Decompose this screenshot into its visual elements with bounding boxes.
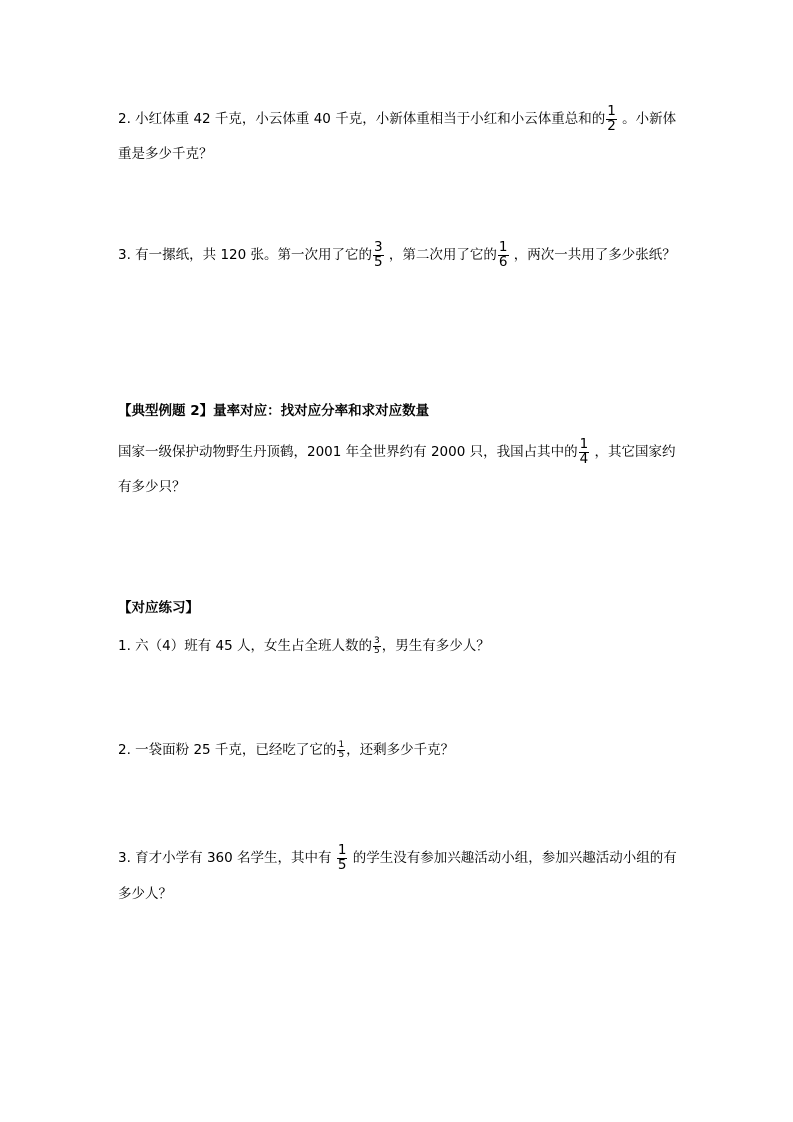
practice-2-fraction (337, 741, 345, 760)
example2-line2: 有多少只？ (118, 479, 186, 495)
fraction-denominator: 5 (374, 645, 380, 656)
practice-1-text-a: 1. 六（4）班有 45 人，女生占全班人数的 (118, 638, 373, 654)
example2-text-b: ，其它国家约 (590, 444, 676, 460)
q3-fraction-1 (373, 241, 384, 269)
q2-text-a: 2. 小红体重 42 千克，小云体重 40 千克，小新体重相当于小红和小云体重总和的 (118, 111, 606, 127)
example2-text-a: 国家一级保护动物野生丹顶鹤，2001 年全世界约有 2000 只，我国占其中的 (118, 444, 578, 460)
practice-3-line2: 多少人？ (118, 886, 172, 902)
fraction-denominator: 6 (498, 253, 508, 270)
practice-2-text-a: 2. 一袋面粉 25 千克，已经吃了它的 (118, 742, 337, 758)
fraction-denominator: 4 (579, 450, 589, 467)
practice-3-text-b: 的学生没有参加兴趣活动小组，参加兴趣活动小组的有 (348, 850, 677, 866)
practice-3-text-a: 3. 育才小学有 360 名学生，其中有 (118, 850, 336, 866)
q2-fraction (606, 105, 617, 133)
q2-text-b: 。小新体 (617, 111, 677, 127)
fraction-numerator: 1 (607, 103, 616, 119)
fraction-denominator: 5 (338, 749, 345, 760)
q3-text-c: ，两次一共用了多少张纸？ (509, 247, 676, 263)
q2-line1 (118, 105, 676, 133)
practice-3-line1 (118, 844, 677, 872)
practice-1-fraction (373, 637, 381, 656)
fraction-numerator: 1 (338, 739, 345, 750)
practice-2 (118, 740, 454, 760)
example2-heading: 【典型例题 2】量率对应：找对应分率和求对应数量 (118, 403, 430, 419)
practice-1-text-b: ，男生有多少人？ (381, 638, 490, 654)
q3-text-a: 3. 有一摞纸，共 120 张。第一次用了它的 (118, 247, 373, 263)
fraction-numerator: 1 (337, 842, 347, 858)
q3-fraction-2 (498, 241, 509, 269)
practice-2-text-b: ，还剩多少千克？ (346, 742, 455, 758)
fraction-denominator: 5 (374, 253, 383, 270)
fraction-numerator: 1 (498, 239, 508, 255)
fraction-denominator: 2 (607, 117, 616, 134)
practice-1 (118, 636, 490, 656)
practice-heading: 【对应练习】 (118, 600, 199, 616)
fraction-numerator: 3 (374, 635, 380, 646)
fraction-numerator: 3 (374, 239, 383, 255)
q3-line1 (118, 241, 676, 269)
example2-line1 (118, 438, 675, 466)
q3-text-b: ，第二次用了它的 (384, 247, 497, 263)
q2-line2: 重是多少千克？ (118, 146, 213, 162)
fraction-numerator: 1 (579, 436, 589, 452)
fraction-denominator: 5 (337, 856, 347, 873)
practice-3-fraction (337, 844, 348, 872)
example2-fraction (579, 438, 590, 466)
